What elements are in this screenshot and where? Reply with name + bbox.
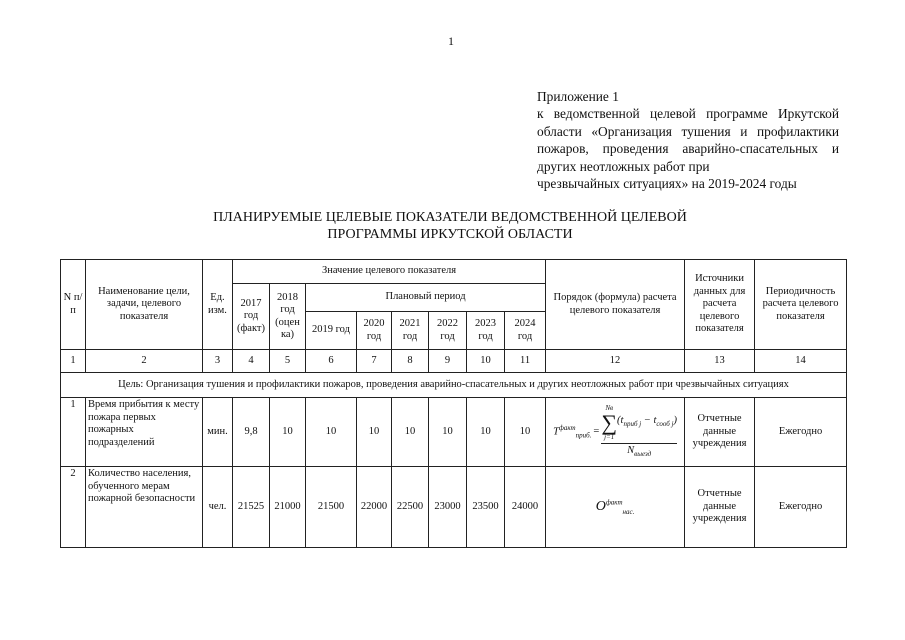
formula-numerator: $(t_{приб j} - t_{сооб j})$	[617, 414, 677, 428]
header-name: Наименование цели, задачи, целевого показателя	[86, 260, 203, 350]
appendix-last-line: чрезвычайных ситуациях» на 2019-2024 годы	[537, 176, 797, 192]
column-number: 4	[233, 350, 270, 373]
header-formula: Порядок (формула) расчета целевого показателя	[546, 260, 685, 350]
row-unit: мин.	[203, 398, 233, 467]
row-value-2018: 21000	[270, 467, 306, 548]
document-title-line-1: ПЛАНИРУЕМЫЕ ЦЕЛЕВЫЕ ПОКАЗАТЕЛИ ВЕДОМСТВЕННОЙ ЦЕЛЕВОЙ	[213, 210, 687, 225]
row-period: Ежегодно	[755, 398, 847, 467]
formula-fraction	[601, 404, 677, 461]
formula-arrival-time: $T^{факт}_{приб.}$ = Nв ∑ j=1 $(t_{приб j} - t_{сооб j})$ $N_{выезд}$	[553, 404, 677, 461]
row-value-2017: 21525	[233, 467, 270, 548]
row-sources: Отчетные данные учреждения	[685, 398, 755, 467]
row-value-2022: 23000	[429, 467, 467, 548]
appendix-body: к ведомственной целевой программе Иркутской области «Организация тушения и профилактики пожаров, проведения аварийно-спасательных и других неотложных работ при	[537, 106, 839, 174]
header-row-1	[61, 260, 847, 284]
indicators-table	[60, 259, 847, 548]
table-row	[61, 467, 847, 548]
column-number: 7	[357, 350, 392, 373]
row-value-2021: 10	[392, 398, 429, 467]
header-2019: 2019 год	[306, 312, 357, 350]
formula-population-trained: $O^{факт}_{нас.}$	[595, 498, 635, 516]
row-value-2023: 10	[467, 398, 505, 467]
header-2023: 2023 год	[467, 312, 505, 350]
column-number: 12	[546, 350, 685, 373]
formula-denominator: $N_{выезд}$	[627, 444, 652, 458]
column-number: 3	[203, 350, 233, 373]
header-2018: 2018 год (оцен ка)	[270, 284, 306, 350]
appendix-title: Приложение 1	[537, 89, 619, 104]
column-number: 2	[86, 350, 203, 373]
row-formula	[546, 398, 685, 467]
column-number: 11	[505, 350, 546, 373]
header-unit: Ед. изм.	[203, 260, 233, 350]
header-2020: 2020 год	[357, 312, 392, 350]
row-value-2022: 10	[429, 398, 467, 467]
row-name: Количество населения, обученного мерам пожарной безопасности	[86, 467, 203, 548]
document-title-line-2: ПРОГРАММЫ ИРКУТСКОЙ ОБЛАСТИ	[327, 227, 573, 242]
sum-upper-limit: Nв	[605, 403, 614, 412]
column-numbers-row	[61, 350, 847, 373]
column-number: 1	[61, 350, 86, 373]
header-num: N п/п	[61, 260, 86, 350]
table-row	[61, 398, 847, 467]
header-2017: 2017 год (факт)	[233, 284, 270, 350]
document-title	[150, 209, 750, 243]
row-value-2019: 10	[306, 398, 357, 467]
row-formula	[546, 467, 685, 548]
header-2022: 2022 год	[429, 312, 467, 350]
column-number: 13	[685, 350, 755, 373]
appendix-note	[537, 88, 839, 192]
formula-lhs: $T^{факт}_{приб.}$	[553, 423, 592, 440]
row-value-2018: 10	[270, 398, 306, 467]
row-num: 2	[61, 467, 86, 548]
row-value-2020: 10	[357, 398, 392, 467]
header-value-group: Значение целевого показателя	[233, 260, 546, 284]
column-number: 10	[467, 350, 505, 373]
page-number: 1	[448, 34, 454, 48]
row-sources: Отчетные данные учреждения	[685, 467, 755, 548]
goal-text: Цель: Организация тушения и профилактики пожаров, проведения аварийно-спасательных и других неотложных работ при чрезвычайных ситуациях	[61, 373, 847, 398]
row-period: Ежегодно	[755, 467, 847, 548]
row-value-2024: 24000	[505, 467, 546, 548]
column-number: 14	[755, 350, 847, 373]
column-number: 5	[270, 350, 306, 373]
sum-lower-limit: j=1	[604, 432, 615, 441]
row-value-2023: 23500	[467, 467, 505, 548]
header-2021: 2021 год	[392, 312, 429, 350]
row-num: 1	[61, 398, 86, 467]
row-name: Время прибытия к месту пожара первых пожарных подразделений	[86, 398, 203, 467]
row-value-2017: 9,8	[233, 398, 270, 467]
row-value-2021: 22500	[392, 467, 429, 548]
column-number: 8	[392, 350, 429, 373]
header-period: Периодичность расчета целевого показателя	[755, 260, 847, 350]
sum-sign-icon: ∑	[601, 409, 618, 435]
column-number: 6	[306, 350, 357, 373]
row-value-2019: 21500	[306, 467, 357, 548]
row-unit: чел.	[203, 467, 233, 548]
header-plan-period: Плановый период	[306, 284, 546, 312]
column-number: 9	[429, 350, 467, 373]
goal-row	[61, 373, 847, 398]
row-value-2020: 22000	[357, 467, 392, 548]
header-2024: 2024 год	[505, 312, 546, 350]
row-value-2024: 10	[505, 398, 546, 467]
header-sources: Источники данных для расчета целевого показателя	[685, 260, 755, 350]
